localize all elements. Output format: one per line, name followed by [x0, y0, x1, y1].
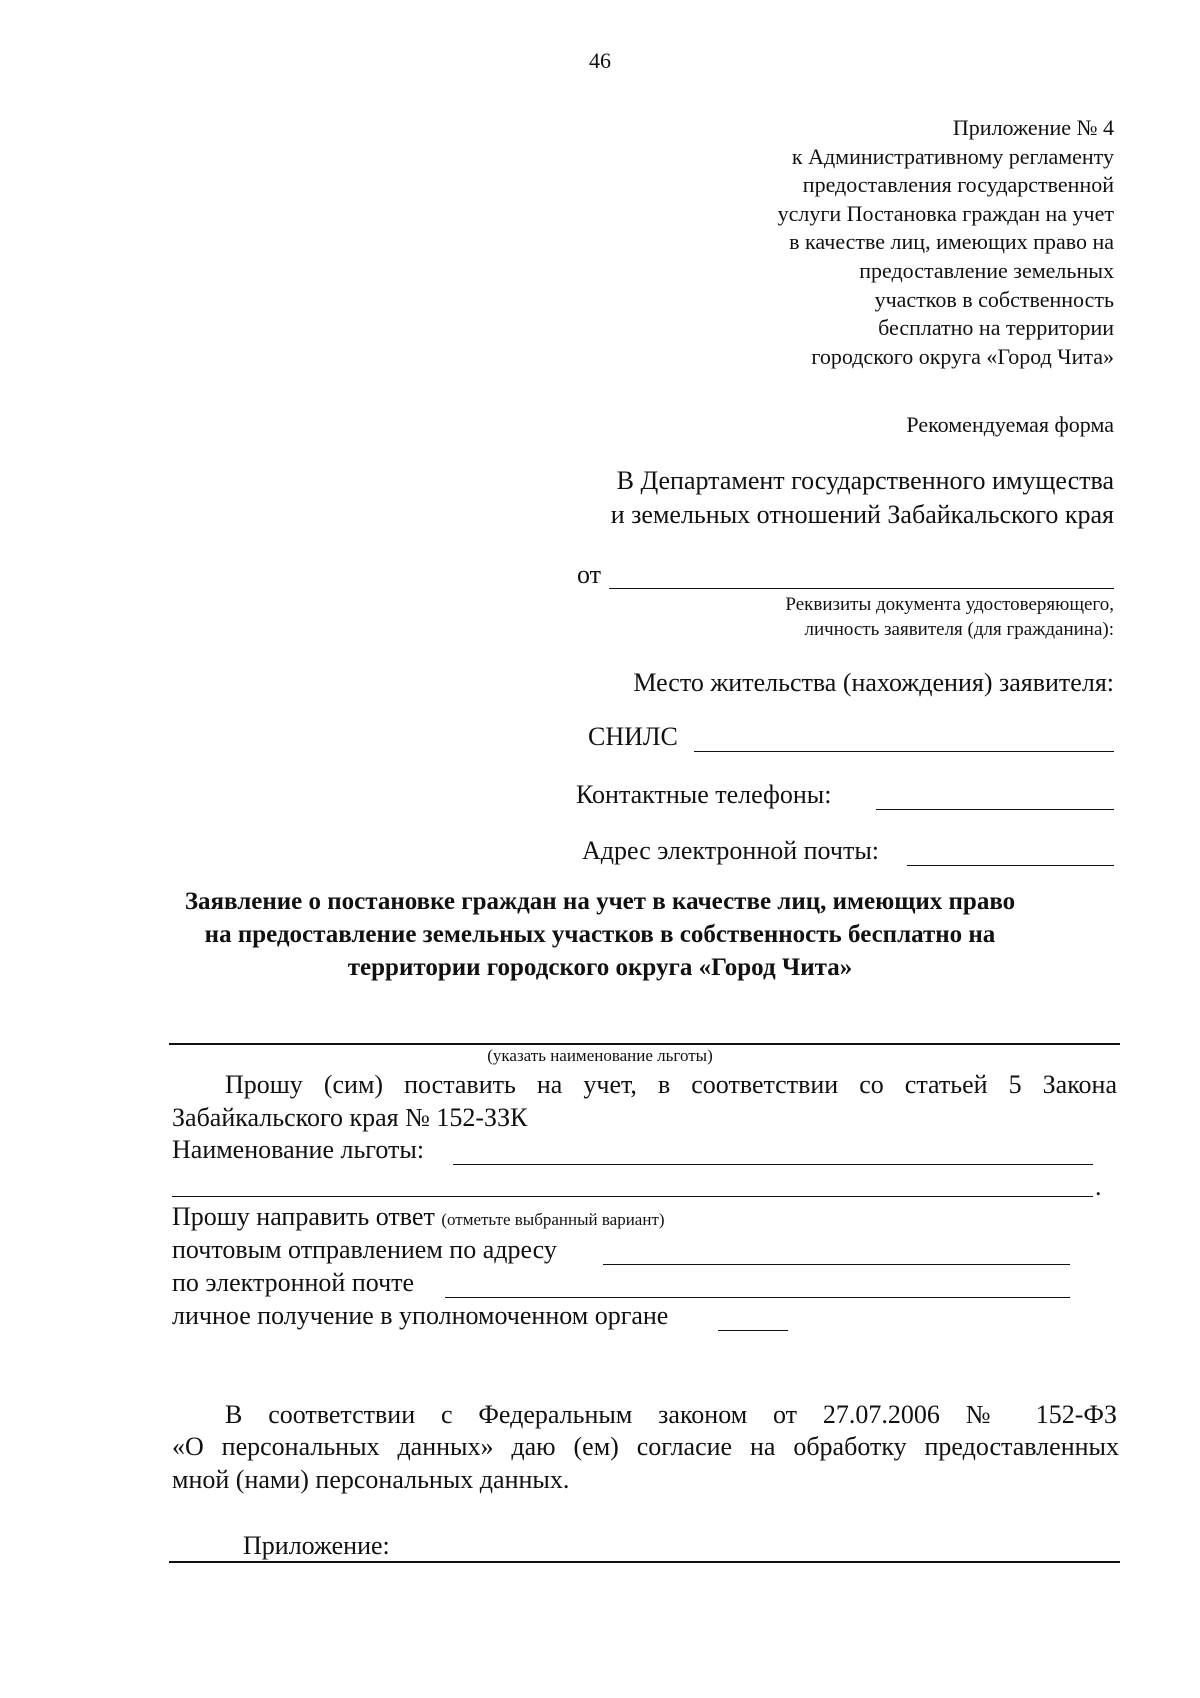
request-line-2: Забайкальского края № 152-ЗЗК	[172, 1103, 528, 1132]
appendix-line: к Административному регламенту	[791, 143, 1114, 169]
consent-line-1: В соответствии с Федеральным законом от 27.07.2006 № 152-ФЗ	[225, 1400, 1117, 1429]
title-line: Заявление о постановке граждан на учет в качестве лиц, имеющих право	[184, 888, 1016, 915]
appendix-line: в качестве лиц, имеющих право на	[789, 229, 1114, 255]
trailing-period: .	[1095, 1172, 1102, 1201]
option-post-label: почтовым отправлением по адресу	[172, 1235, 557, 1264]
snils-label: СНИЛС	[588, 722, 678, 751]
title-line: территории городского округа «Город Чита»	[347, 954, 853, 981]
consent-line-2: «О персональных данных» даю (ем) согласие на обработку предоставленных	[172, 1432, 1119, 1461]
option-email-field-line[interactable]	[445, 1297, 1070, 1298]
reply-hint: (отметьте выбранный вариант)	[441, 1210, 665, 1229]
addressee-line: и земельных отношений Забайкальского края	[610, 500, 1114, 529]
benefit-name-field-line-2[interactable]	[172, 1196, 1093, 1197]
recommended-form-label: Рекомендуемая форма	[906, 412, 1114, 437]
residence-label: Место жительства (нахождения) заявителя:	[633, 668, 1114, 697]
hint-line: Реквизиты документа удостоверяющего,	[785, 594, 1114, 615]
attachment-field-line[interactable]	[169, 1561, 1120, 1563]
option-personal-label: личное получение в уполномоченном органе	[172, 1301, 669, 1330]
from-field-hint	[785, 592, 1114, 642]
email-field-line[interactable]	[907, 865, 1114, 866]
email-label: Адрес электронной почты:	[582, 836, 880, 865]
attachment-label: Приложение:	[243, 1531, 390, 1560]
phones-label: Контактные телефоны:	[576, 780, 832, 809]
benefit-hint: (указать наименование льготы)	[487, 1046, 713, 1065]
page-number: 46	[589, 48, 611, 73]
from-field-line[interactable]	[609, 588, 1114, 589]
from-label: от	[577, 560, 602, 589]
appendix-line: участков в собственность	[874, 286, 1114, 312]
benefit-name-label: Наименование льготы:	[172, 1135, 425, 1164]
reply-label-row	[172, 1202, 665, 1232]
appendix-line: городского округа «Город Чита»	[811, 343, 1114, 369]
addressee-block	[611, 464, 1114, 532]
option-personal-field-line[interactable]	[718, 1330, 788, 1331]
benefit-field-line[interactable]	[169, 1043, 1120, 1045]
option-post-field-line[interactable]	[603, 1264, 1070, 1265]
title-line: на предоставление земельных участков в собственность бесплатно на	[204, 921, 996, 948]
document-title	[0, 885, 1200, 984]
benefit-name-field-line[interactable]	[453, 1164, 1093, 1165]
snils-field-line[interactable]	[694, 751, 1114, 752]
phones-field-line[interactable]	[876, 809, 1114, 810]
addressee-line: В Департамент государственного имущества	[616, 466, 1114, 495]
appendix-line: Приложение № 4	[952, 115, 1114, 140]
request-line-1: Прошу (сим) поставить на учет, в соответствии со статьей 5 Закона	[225, 1070, 1117, 1099]
reply-label: Прошу направить ответ	[172, 1202, 435, 1231]
appendix-line: бесплатно на территории	[878, 315, 1114, 341]
option-email-label: по электронной почте	[172, 1268, 415, 1297]
hint-line: личность заявителя (для гражданина):	[804, 619, 1114, 640]
appendix-line: предоставления государственной	[802, 172, 1114, 198]
appendix-line: услуги Постановка граждан на учет	[777, 200, 1114, 226]
appendix-line: предоставление земельных	[859, 257, 1114, 283]
consent-line-3: мной (нами) персональных данных.	[172, 1465, 570, 1494]
appendix-header	[778, 114, 1114, 371]
